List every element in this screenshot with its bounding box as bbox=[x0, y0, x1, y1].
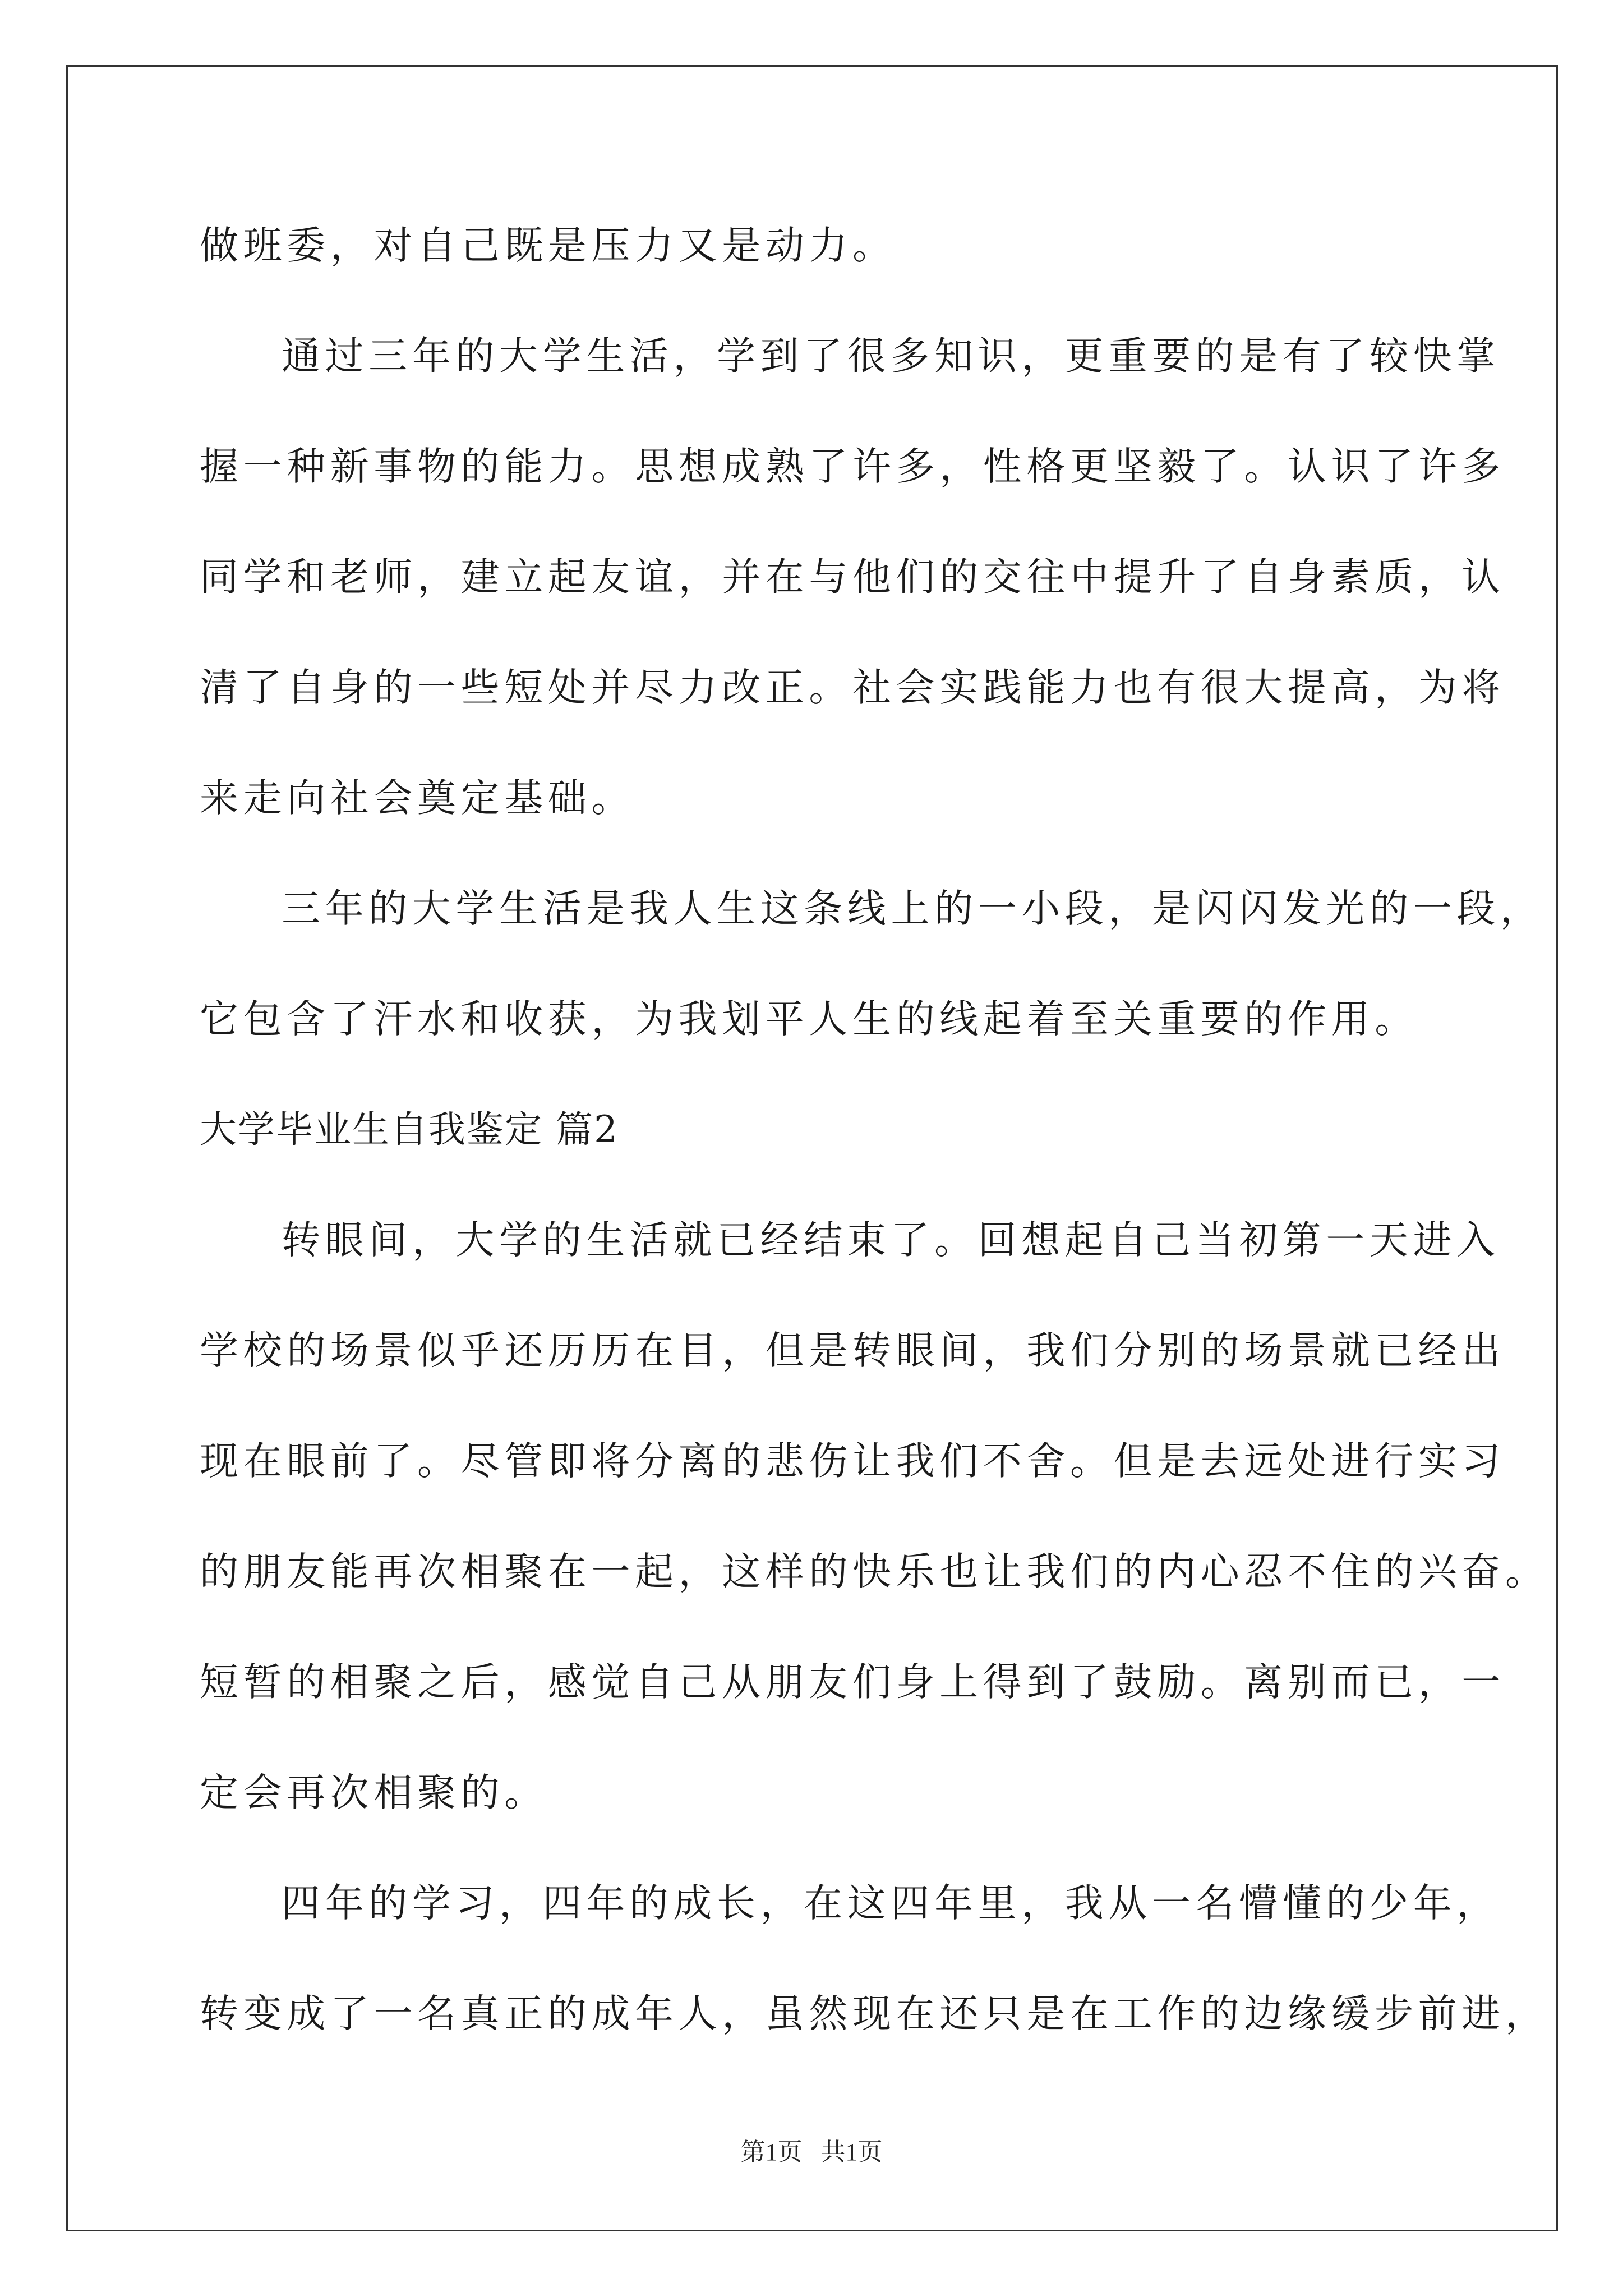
paragraph-line: 短暂的相聚之后，感觉自己从朋友们身上得到了鼓励。离别而已，一 bbox=[200, 1660, 1505, 1705]
paragraph-line: 现在眼前了。尽管即将分离的悲伤让我们不舍。但是去远处进行实习 bbox=[200, 1439, 1505, 1484]
paragraph-line: 三年的大学生活是我人生这条线上的一小段，是闪闪发光的一段， bbox=[282, 886, 1544, 931]
paragraph-line: 定会再次相聚的。 bbox=[200, 1770, 548, 1815]
paragraph-line: 的朋友能再次相聚在一起，这样的快乐也让我们的内心忍不住的兴奋。 bbox=[200, 1549, 1549, 1594]
paragraph-line: 四年的学习，四年的成长，在这四年里，我从一名懵懂的少年， bbox=[282, 1881, 1500, 1926]
paragraph-line: 清了自身的一些短处并尽力改正。社会实践能力也有很大提高，为将 bbox=[200, 665, 1505, 710]
paragraph-line: 学校的场景似乎还历历在目，但是转眼间，我们分别的场景就已经出 bbox=[200, 1328, 1505, 1373]
paragraph-line: 通过三年的大学生活，学到了很多知识，更重要的是有了较快掌 bbox=[282, 334, 1500, 379]
paragraph-line: 转变成了一名真正的成年人，虽然现在还只是在工作的边缘缓步前进， bbox=[200, 1991, 1549, 2036]
paragraph-line: 它包含了汗水和收获，为我划平人生的线起着至关重要的作用。 bbox=[200, 997, 1418, 1042]
paragraph-line: 同学和老师，建立起友谊，并在与他们的交往中提升了自身素质，认 bbox=[200, 555, 1505, 600]
paragraph-line: 做班委，对自己既是压力又是动力。 bbox=[200, 223, 896, 268]
section-heading: 大学毕业生自我鉴定 篇2 bbox=[200, 1108, 619, 1151]
paragraph-line: 来走向社会奠定基础。 bbox=[200, 776, 635, 821]
paragraph-line: 握一种新事物的能力。思想成熟了许多，性格更坚毅了。认识了许多 bbox=[200, 444, 1505, 489]
page-number-footer: 第1页 共1页 bbox=[740, 2138, 883, 2166]
paragraph-line: 转眼间，大学的生活就已经结束了。回想起自己当初第一天进入 bbox=[282, 1218, 1500, 1263]
